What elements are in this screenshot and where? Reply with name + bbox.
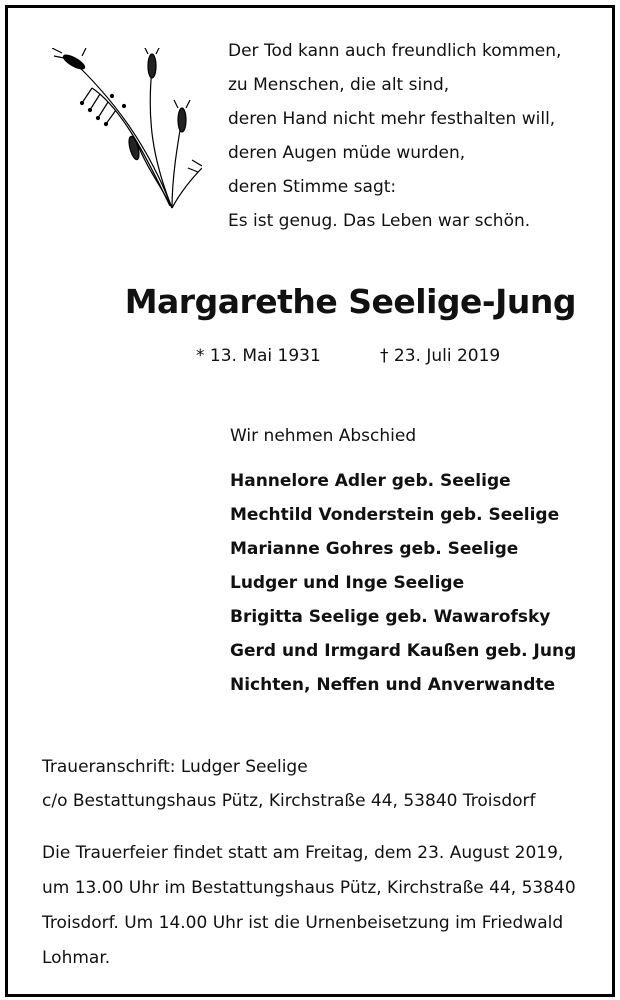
address-line: c/o Bestattungshaus Pütz, Kirchstraße 44, 53840 Troisdorf (42, 791, 536, 811)
service-line: Die Trauerfeier findet statt am Freitag, dem 23. August 2019, (42, 843, 564, 863)
service-line: Troisdorf. Um 14.00 Uhr ist die Urnenbeisetzung im Friedwald (42, 913, 564, 933)
deceased-name: Margarethe Seelige-Jung (124, 282, 576, 321)
poem-line: Der Tod kann auch freundlich kommen, (228, 41, 562, 61)
service-info (42, 836, 576, 976)
poem-line: Es ist genug. Das Leben war schön. (228, 211, 531, 231)
wheat-icon (52, 48, 202, 213)
death-date: † 23. Juli 2019 (380, 346, 501, 366)
mourner-name: Brigitta Seelige geb. Wawarofsky (230, 607, 551, 627)
poem-line: zu Menschen, die alt sind, (228, 75, 450, 95)
mourners-list (230, 464, 576, 702)
mourner-name: Mechtild Vonderstein geb. Seelige (230, 505, 560, 525)
mourner-name: Nichten, Neffen und Anverwandte (230, 675, 556, 695)
mourner-name: Ludger und Inge Seelige (230, 573, 465, 593)
poem-line: deren Hand nicht mehr festhalten will, (228, 109, 556, 129)
farewell-text: Wir nehmen Abschied (230, 426, 417, 446)
poem-line: deren Augen müde wurden, (228, 143, 466, 163)
mourner-name: Marianne Gohres geb. Seelige (230, 539, 519, 559)
poem-line: deren Stimme sagt: (228, 177, 397, 197)
poem (228, 34, 561, 238)
mourner-name: Gerd und Irmgard Kaußen geb. Jung (230, 641, 577, 661)
address-line: Traueranschrift: Ludger Seelige (42, 757, 308, 777)
mourner-name: Hannelore Adler geb. Seelige (230, 471, 511, 491)
birth-date: * 13. Mai 1931 (196, 346, 321, 366)
service-line: um 13.00 Uhr im Bestattungshaus Pütz, Kirchstraße 44, 53840 (42, 878, 576, 898)
mourning-address (42, 750, 536, 818)
service-line: Lohmar. (42, 948, 111, 968)
